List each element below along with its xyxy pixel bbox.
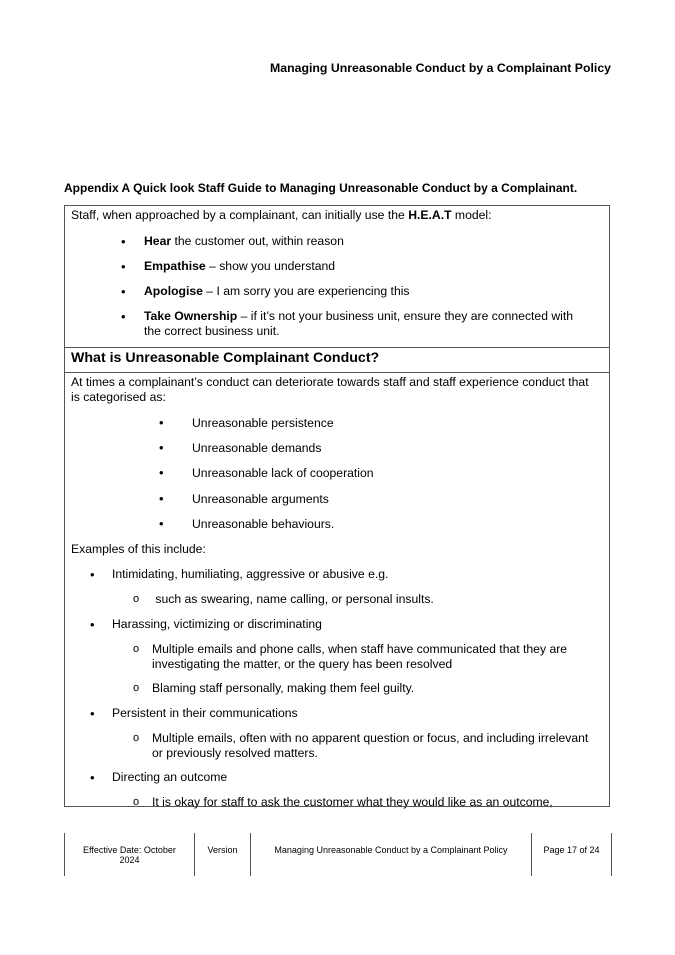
bullet-icon: • [121, 259, 126, 274]
category-item: Unreasonable demands [192, 441, 322, 455]
bullet-icon: • [159, 465, 164, 480]
bullet-icon: • [90, 706, 95, 721]
circle-bullet-icon: o [133, 732, 140, 744]
heat-item-text: – if it’s not your business unit, ensure they are connected with [237, 309, 574, 323]
heat-intro-suffix: model: [451, 208, 492, 222]
bullet-icon: • [90, 770, 95, 785]
bullet-icon: • [159, 440, 164, 455]
example-sub-item-continued: or previously resolved matters. [152, 746, 318, 760]
heat-item-bold: Take Ownership [144, 309, 238, 323]
table-bottom-border [64, 806, 610, 807]
circle-bullet-icon: o [133, 796, 140, 808]
page-header-title: Managing Unreasonable Conduct by a Complainant Policy [270, 61, 611, 75]
example-sub-item: It is okay for staff to ask the customer what they would like as an outcome, [152, 795, 553, 809]
circle-bullet-icon: o [133, 643, 140, 655]
footer-effective-date [64, 833, 194, 876]
row-divider [65, 347, 609, 348]
footer-effective-line2: 2024 [119, 855, 140, 865]
heat-item-empathise [144, 259, 335, 274]
bullet-icon: • [121, 234, 126, 249]
bullet-icon: • [121, 284, 126, 299]
bullet-icon: • [90, 617, 95, 632]
category-item: Unreasonable arguments [192, 492, 329, 506]
footer-policy-title: Managing Unreasonable Conduct by a Complainant Policy [274, 845, 508, 855]
example-sub-item: Multiple emails, often with no apparent question or focus, and including irrelevant [152, 731, 589, 745]
examples-label: Examples of this include: [71, 542, 206, 556]
circle-bullet-icon: o [133, 593, 140, 605]
heat-item-bold: Empathise [144, 259, 206, 273]
footer-page-number [531, 833, 612, 876]
example-sub-item-continued: investigating the matter, or the query has been resolved [152, 657, 453, 671]
appendix-title: Appendix A Quick look Staff Guide to Managing Unreasonable Conduct by a Complainant. [64, 181, 578, 195]
example-item: Directing an outcome [112, 770, 228, 784]
heat-item-bold: Apologise [144, 284, 203, 298]
heat-item-hear [144, 234, 344, 249]
section-intro-line1: At times a complainant’s conduct can deteriorate towards staff and staff experience conduct that [71, 375, 589, 389]
bullet-icon: • [159, 491, 164, 506]
heat-intro [71, 208, 492, 223]
category-item: Unreasonable persistence [192, 416, 334, 430]
example-sub-item: such as swearing, name calling, or personal insults. [152, 592, 434, 606]
category-item: Unreasonable lack of cooperation [192, 466, 374, 480]
footer-version [194, 833, 250, 876]
circle-bullet-icon: o [133, 682, 140, 694]
bullet-icon: • [90, 567, 95, 582]
heat-intro-text: Staff, when approached by a complainant, can initially use the [71, 208, 409, 222]
example-item: Intimidating, humiliating, aggressive or abusive e.g. [112, 567, 389, 581]
footer-version-label: Version [207, 845, 238, 855]
section-intro-line2: is categorised as: [71, 390, 166, 404]
heat-acronym: H.E.A.T [408, 208, 452, 222]
guide-table [64, 205, 610, 809]
heat-item-take-ownership [144, 309, 573, 324]
heat-item-apologise [144, 284, 410, 299]
example-sub-item: Blaming staff personally, making them feel guilty. [152, 681, 415, 695]
bullet-icon: • [159, 415, 164, 430]
heat-item-bold: Hear [144, 234, 172, 248]
row-divider [65, 372, 609, 373]
example-sub-item: Multiple emails and phone calls, when staff have communicated that they are [152, 642, 568, 656]
example-item: Persistent in their communications [112, 706, 298, 720]
bullet-icon: • [159, 516, 164, 531]
section-heading: What is Unreasonable Complainant Conduct? [71, 350, 380, 366]
category-item: Unreasonable behaviours. [192, 517, 335, 531]
heat-item-text: – I am sorry you are experiencing this [202, 284, 410, 298]
heat-item-text: – show you understand [205, 259, 336, 273]
footer-policy [250, 833, 531, 876]
footer-page-label: Page 17 of 24 [543, 845, 600, 855]
footer-effective-line1: Effective Date: October [83, 845, 176, 855]
example-item: Harassing, victimizing or discriminating [112, 617, 322, 631]
heat-item-text-continued: the correct business unit. [144, 324, 280, 338]
heat-item-text: the customer out, within reason [171, 234, 344, 248]
bullet-icon: • [121, 309, 126, 324]
